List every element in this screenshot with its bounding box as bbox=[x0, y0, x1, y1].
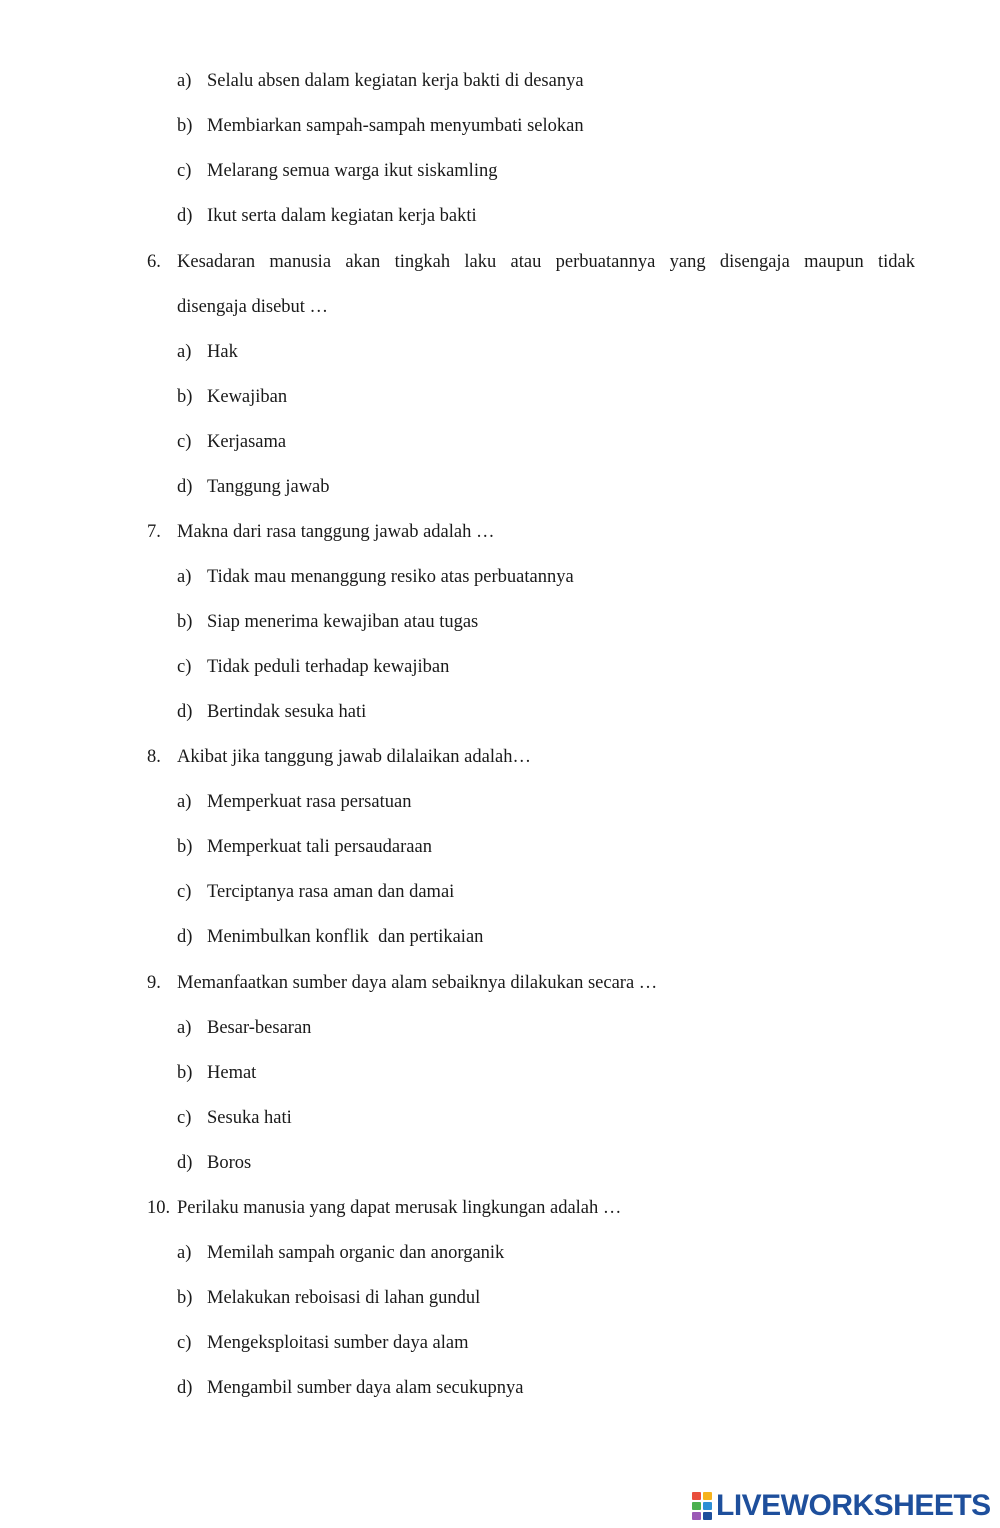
option-text: Kerjasama bbox=[207, 432, 287, 452]
option-text: Boros bbox=[207, 1153, 252, 1173]
option-letter: c) bbox=[177, 161, 192, 181]
option-letter: a) bbox=[177, 342, 192, 362]
option-text: Melakukan reboisasi di lahan gundul bbox=[207, 1288, 481, 1308]
question-text: Perilaku manusia yang dapat merusak lingkungan adalah … bbox=[177, 1198, 622, 1218]
option-letter: d) bbox=[177, 702, 193, 722]
option-letter: b) bbox=[177, 387, 193, 407]
option-text: Memperkuat rasa persatuan bbox=[207, 792, 412, 812]
option-text: Membiarkan sampah-sampah menyumbati selokan bbox=[207, 116, 584, 136]
option-letter: b) bbox=[177, 116, 193, 136]
liveworksheets-logo[interactable] bbox=[692, 1489, 991, 1523]
option-text: Tanggung jawab bbox=[207, 477, 330, 497]
logo-tile-1 bbox=[692, 1492, 701, 1500]
option-text: Bertindak sesuka hati bbox=[207, 702, 367, 722]
option-letter: a) bbox=[177, 792, 192, 812]
option-text: Ikut serta dalam kegiatan kerja bakti bbox=[207, 206, 477, 226]
logo-tile-6 bbox=[703, 1512, 712, 1520]
option-text: Sesuka hati bbox=[207, 1108, 292, 1128]
option-text: Siap menerima kewajiban atau tugas bbox=[207, 612, 479, 632]
logo-tile-5 bbox=[692, 1512, 701, 1520]
option-letter: a) bbox=[177, 71, 192, 91]
option-letter: b) bbox=[177, 612, 193, 632]
question-text-line-2: disengaja disebut … bbox=[177, 297, 329, 317]
option-letter: b) bbox=[177, 1063, 193, 1083]
option-letter: c) bbox=[177, 657, 192, 677]
question-text: Akibat jika tanggung jawab dilalaikan adalah… bbox=[177, 747, 531, 767]
option-text: Tidak mau menanggung resiko atas perbuatannya bbox=[207, 567, 574, 587]
question-number: 10. bbox=[147, 1198, 171, 1218]
option-letter: d) bbox=[177, 1378, 193, 1398]
option-letter: a) bbox=[177, 1018, 192, 1038]
option-letter: c) bbox=[177, 882, 192, 902]
option-text: Memperkuat tali persaudaraan bbox=[207, 837, 432, 857]
option-text: Terciptanya rasa aman dan damai bbox=[207, 882, 455, 902]
question-number: 8. bbox=[147, 747, 161, 767]
question-text: Memanfaatkan sumber daya alam sebaiknya dilakukan secara … bbox=[177, 973, 658, 993]
option-letter: b) bbox=[177, 837, 193, 857]
option-text: Mengeksploitasi sumber daya alam bbox=[207, 1333, 469, 1353]
option-text: Memilah sampah organic dan anorganik bbox=[207, 1243, 505, 1263]
question-number: 9. bbox=[147, 973, 161, 993]
question-number: 7. bbox=[147, 522, 161, 542]
option-text: Selalu absen dalam kegiatan kerja bakti di desanya bbox=[207, 71, 584, 91]
option-text: Tidak peduli terhadap kewajiban bbox=[207, 657, 450, 677]
option-text: Melarang semua warga ikut siskamling bbox=[207, 161, 498, 181]
option-letter: d) bbox=[177, 927, 193, 947]
option-text: Kewajiban bbox=[207, 387, 288, 407]
logo-tile-4 bbox=[703, 1502, 712, 1510]
logo-tile-3 bbox=[692, 1502, 701, 1510]
liveworksheets-logo-icon bbox=[692, 1492, 712, 1520]
option-letter: c) bbox=[177, 1333, 192, 1353]
question-text-line-1: Kesadaran manusia akan tingkah laku atau perbuatannya yang disengaja maupun tidak bbox=[177, 252, 915, 272]
option-text: Hak bbox=[207, 342, 238, 362]
option-letter: d) bbox=[177, 206, 193, 226]
option-letter: d) bbox=[177, 1153, 193, 1173]
option-text: Hemat bbox=[207, 1063, 257, 1083]
option-letter: d) bbox=[177, 477, 193, 497]
option-letter: a) bbox=[177, 567, 192, 587]
option-letter: c) bbox=[177, 1108, 192, 1128]
option-letter: b) bbox=[177, 1288, 193, 1308]
question-text: Makna dari rasa tanggung jawab adalah … bbox=[177, 522, 495, 542]
liveworksheets-logo-text: LIVEWORKSHEETS bbox=[716, 1489, 991, 1522]
option-text: Menimbulkan konflik dan pertikaian bbox=[207, 927, 484, 947]
option-letter: c) bbox=[177, 432, 192, 452]
option-text: Mengambil sumber daya alam secukupnya bbox=[207, 1378, 524, 1398]
option-letter: a) bbox=[177, 1243, 192, 1263]
logo-tile-2 bbox=[703, 1492, 712, 1500]
option-text: Besar-besaran bbox=[207, 1018, 312, 1038]
question-number: 6. bbox=[147, 252, 161, 272]
